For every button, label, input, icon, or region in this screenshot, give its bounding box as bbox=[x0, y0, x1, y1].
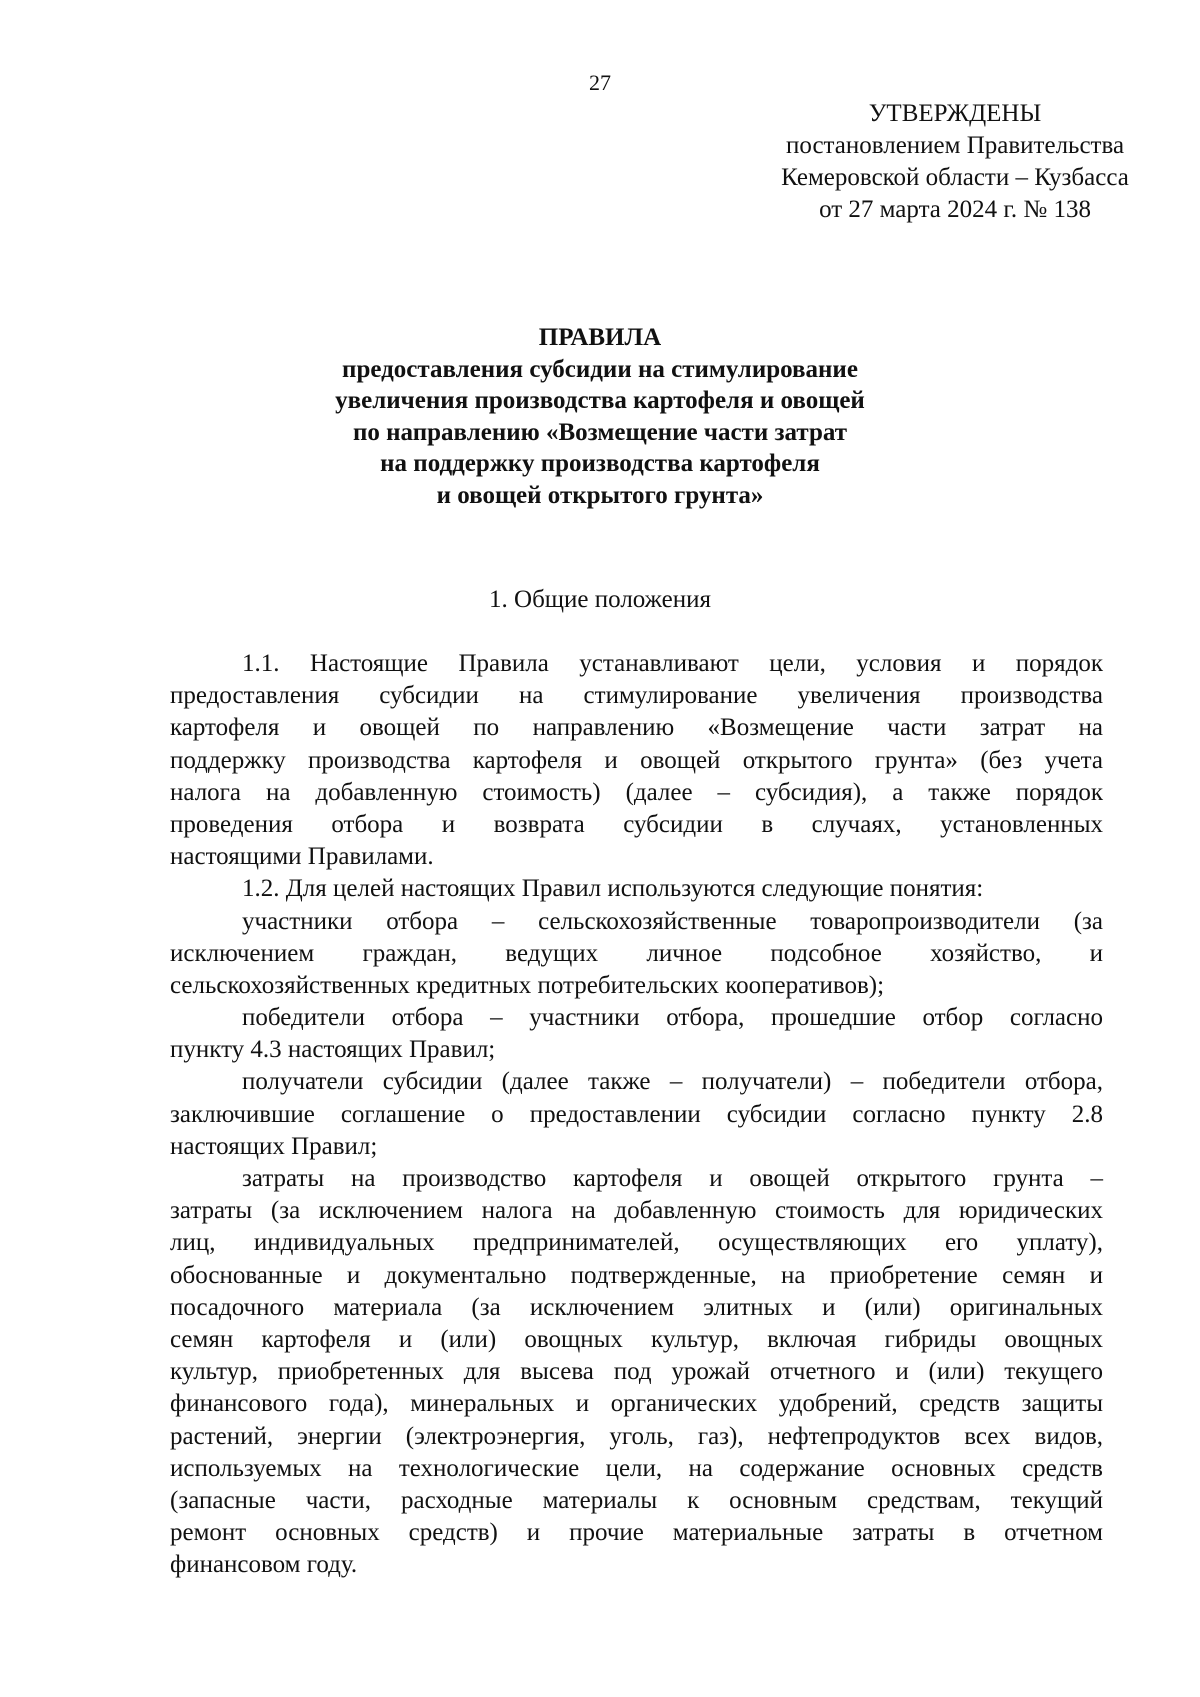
text-line: поддержку производства картофеля и овощей открытого грунта» (без учета bbox=[170, 746, 1103, 774]
text-line: заключившие соглашение о предоставлении субсидии согласно пункту 2.8 bbox=[170, 1100, 1103, 1128]
page-number: 27 bbox=[589, 70, 611, 95]
text-line: ремонт основных средств) и прочие материальные затраты в отчетном bbox=[170, 1519, 1103, 1547]
text-line: затраты (за исключением налога на добавленную стоимость для юридических bbox=[170, 1197, 1103, 1225]
text-line: лиц, индивидуальных предпринимателей, осуществляющих его уплату), bbox=[170, 1229, 1103, 1257]
title-line: по направлению «Возмещение части затрат bbox=[353, 418, 847, 446]
title-line: и овощей открытого грунта» bbox=[436, 481, 764, 509]
section-heading: 1. Общие положения bbox=[489, 586, 711, 613]
text-line: посадочного материала (за исключением элитных и (или) оригинальных bbox=[170, 1293, 1103, 1321]
paragraph-1-1 bbox=[170, 648, 1103, 873]
text-line: проведения отбора и возврата субсидии в случаях, установленных bbox=[170, 810, 1103, 838]
title-line: предоставления субсидии на стимулирование bbox=[342, 355, 858, 383]
text-line: настоящих Правил; bbox=[170, 1132, 378, 1160]
paragraph-1-2 bbox=[170, 873, 1103, 905]
text-line: растений, энергии (электроэнергия, уголь, газ), нефтепродуктов всех видов, bbox=[170, 1422, 1103, 1450]
approval-stamp bbox=[700, 98, 1200, 226]
definition-winners bbox=[170, 1002, 1103, 1066]
title-heading: ПРАВИЛА bbox=[538, 324, 662, 351]
text-line: семян картофеля и (или) овощных культур, включая гибриды овощных bbox=[170, 1325, 1103, 1353]
text-line: участники отбора – сельскохозяйственные товаропроизводители (за bbox=[242, 907, 1103, 935]
definition-recipients bbox=[170, 1066, 1103, 1163]
text-line: победители отбора – участники отбора, прошедшие отбор согласно bbox=[242, 1004, 1103, 1032]
text-line: обоснованные и документально подтвержденные, на приобретение семян и bbox=[170, 1261, 1103, 1289]
approval-line: постановлением Правительства bbox=[785, 132, 1125, 159]
definition-participants bbox=[170, 906, 1103, 1003]
text-line: предоставления субсидии на стимулирование увеличения производства bbox=[170, 682, 1103, 710]
text-line: культур, приобретенных для высева под урожай отчетного и (или) текущего bbox=[170, 1358, 1103, 1386]
text-line: 1.2. Для целей настоящих Правил используются следующие понятия: bbox=[242, 875, 984, 903]
approval-date-number: от 27 марта 2024 г. № 138 bbox=[819, 196, 1091, 223]
definition-costs bbox=[170, 1163, 1103, 1581]
text-line: затраты на производство картофеля и овощей открытого грунта – bbox=[242, 1165, 1103, 1192]
title-line: на поддержку производства картофеля bbox=[380, 450, 820, 477]
text-line: (запасные части, расходные материалы к основным средствам, текущий bbox=[170, 1486, 1103, 1514]
text-line: исключением граждан, ведущих личное подсобное хозяйство, и bbox=[170, 939, 1103, 967]
text-line: налога на добавленную стоимость) (далее – субсидия), а также порядок bbox=[170, 778, 1103, 806]
document-body bbox=[170, 648, 1103, 1581]
text-line: настоящими Правилами. bbox=[170, 843, 434, 871]
approval-line: Кемеровской области – Кузбасса bbox=[781, 164, 1129, 191]
text-line: используемых на технологические цели, на содержание основных средств bbox=[170, 1454, 1103, 1482]
approval-heading: УТВЕРЖДЕНЫ bbox=[868, 100, 1042, 127]
text-line: получатели субсидии (далее также – получатели) – победители отбора, bbox=[242, 1068, 1103, 1096]
text-line: 1.1. Настоящие Правила устанавливают цели, условия и порядок bbox=[242, 650, 1103, 677]
text-line: пункту 4.3 настоящих Правил; bbox=[170, 1036, 496, 1064]
text-line: сельскохозяйственных кредитных потребительских кооперативов); bbox=[170, 971, 885, 999]
text-line: финансовом году. bbox=[170, 1551, 358, 1579]
text-line: картофеля и овощей по направлению «Возмещение части затрат на bbox=[170, 714, 1103, 742]
text-line: финансового года), минеральных и органических удобрений, средств защиты bbox=[170, 1390, 1103, 1418]
document-title bbox=[170, 322, 1030, 511]
title-line: увеличения производства картофеля и овощей bbox=[335, 387, 865, 414]
